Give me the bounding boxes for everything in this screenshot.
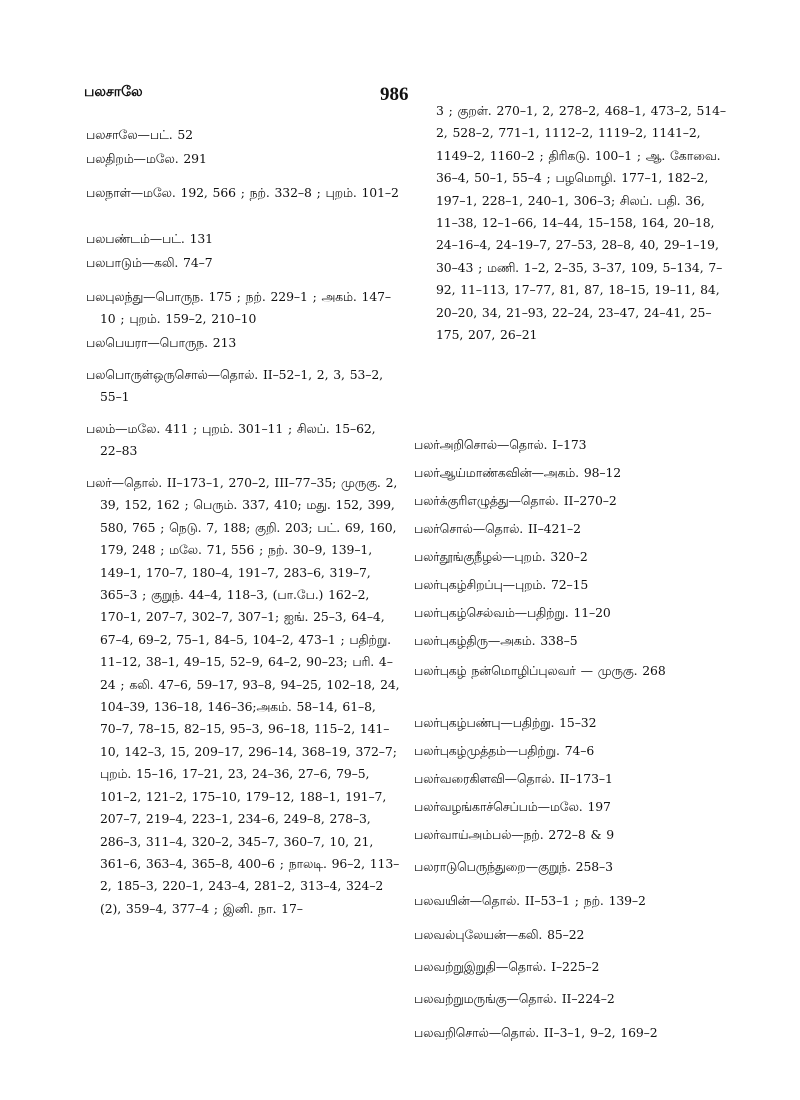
- index-entry: பலபண்டம்—பட். 131: [86, 231, 213, 246]
- index-entry: பலர்புகழ்பண்பு—பதிற்று. 15–32: [414, 715, 597, 730]
- index-entry: பலர்—தொல். II–173–1, 270–2, III–77–35; முருகு. 2, 39, 152, 162 ; பெரும். 337, 410; மது. 152, 399, 580, 765 ; நெடு. 7, 188; குறி. 203; பட். 69, 160, 179, 248 ; மலே. 71, 556 ; நற். 30–9, 139–1, 149–1, 170–7, 180–4, 191–7, 283–6, 319–7, 365–3 ; குறுந். 44–4, 118–3, (பா.பே.) 162–2, 170–1, 207–7, 302–7, 307–1; ஐங். 25–3, 64–4, 67–4, 69–2, 75–1, 84–5, 104–2, 473–1 ; பதிற்று. 11–12, 38–1, 49–15, 52–9, 64–2, 90–23; பரி. 4–24 ; கலி. 47–6, 59–17, 93–8, 94–25, 102–18, 24, 104–39, 136–18, 146–36;அகம். 58–14, 61–8, 70–7, 78–15, 82–15, 95–3, 96–18, 115–2, 141–10, 142–3, 15, 209–17, 296–14, 368–19, 372–7; புறம். 15–16, 17–21, 23, 24–36, 27–6, 79–5, 101–2, 121–2, 175–10, 179–12, 188–1, 191–7, 207–7, 219–4, 223–1, 234–6, 249–8, 278–3, 286–3, 311–4, 320–2, 345–7, 360–7, 10, 21, 361–6, 363–4, 365–8, 400–6 ; நாலடி. 96–2, 113–2, 185–3, 220–1, 243–4, 281–2, 313–4, 324–2 (2), 359–4, 377–4 ; இனி. நா. 17–: [86, 475, 400, 916]
- page-number: 986: [380, 84, 409, 105]
- running-head: பலசாலே: [84, 84, 143, 100]
- index-entry: பலர்புகழ்சிறப்பு—புறம். 72–15: [414, 577, 589, 592]
- index-entry: பலர்தூங்குநீழல்—புறம். 320–2: [414, 549, 588, 564]
- index-entry: பலர்வாய்அம்பல்—நற். 272–8 & 9: [414, 827, 615, 842]
- index-entry: பலபெயரா—பொருந. 213: [86, 335, 237, 350]
- index-entry: பலபொருள்ஒருசொல்—தொல். II–52–1, 2, 3, 53–2, 55–1: [86, 367, 383, 405]
- index-entry: பலசாலே—பட். 52: [86, 127, 193, 142]
- index-entry: பலர்சொல்—தொல். II–421–2: [414, 521, 581, 536]
- index-entry: பலநாள்—மலே. 192, 566 ; நற். 332–8 ; புறம். 101–2: [86, 185, 399, 200]
- index-entry: பலவல்புலேயன்—கலி. 85–22: [414, 927, 585, 942]
- index-entry: பலர்புகழ்முத்தம்—பதிற்று. 74–6: [414, 743, 595, 758]
- index-entry: பலர்புகழ்செல்வம்—பதிற்று. 11–20: [414, 605, 611, 620]
- index-entry: பலராடுபெருந்துறை—குறுந். 258–3: [414, 859, 613, 874]
- index-entry: பலபுலந்து—பொருந. 175 ; நற். 229–1 ; அகம். 147–10 ; புறம். 159–2, 210–10: [86, 289, 391, 327]
- index-entry: பலவற்றுமருங்கு—தொல். II–224–2: [414, 991, 615, 1006]
- index-entry: பலர்அறிசொல்—தொல். I–173: [414, 437, 587, 452]
- index-entry: பலர்புகழ்திரு—அகம். 338–5: [414, 633, 578, 648]
- index-entry: பலதிறம்—மலே. 291: [86, 151, 207, 166]
- index-entry: பலம்—மலே. 411 ; புறம். 301–11 ; சிலப். 15–62, 22–83: [86, 421, 376, 459]
- index-entry-continued: 3 ; குறள். 270–1, 2, 278–2, 468–1, 473–2, 514–2, 528–2, 771–1, 1112–2, 1119–2, 1141–2, 1149–2, 1160–2 ; திரிகடு. 100–1 ; ஆ. கோவை. 36–4, 50–1, 55–4 ; பழமொழி. 177–1, 182–2, 197–1, 228–1, 240–1, 306–3; சிலப். பதி. 36, 11–38, 12–1–66, 14–44, 15–158, 164, 20–18, 24–16–4, 24–19–7, 27–53, 28–8, 40, 29–1–19, 30–43 ; மணி. 1–2, 2–35, 3–37, 109, 5–134, 7–92, 11–113, 17–77, 81, 87, 18–15, 19–11, 84, 20–20, 34, 21–93, 22–24, 23–47, 24–41, 25–175, 207, 26–21: [436, 103, 726, 343]
- index-entry: பலவற்றுஇறுதி—தொல். I–225–2: [414, 959, 600, 974]
- index-entry: பலர்புகழ் நன்மொழிப்புலவர் — முருகு. 268: [414, 663, 666, 678]
- index-entry: பலவறிசொல்—தொல். II–3–1, 9–2, 169–2: [414, 1025, 658, 1040]
- index-entry: பலபாடும்—கலி. 74–7: [86, 255, 213, 270]
- index-entry: பலர்ஆய்மாண்கவின்—அகம். 98–12: [414, 465, 622, 480]
- index-entry: பலவயின்—தொல். II–53–1 ; நற். 139–2: [414, 893, 646, 908]
- index-entry: பலர்க்குரிஎழுத்து—தொல். II–270–2: [414, 493, 617, 508]
- index-entry: பலர்வழங்காச்செப்பம்—மலே. 197: [414, 799, 611, 814]
- index-entry: பலர்வரைகிளவி—தொல். II–173–1: [414, 771, 613, 786]
